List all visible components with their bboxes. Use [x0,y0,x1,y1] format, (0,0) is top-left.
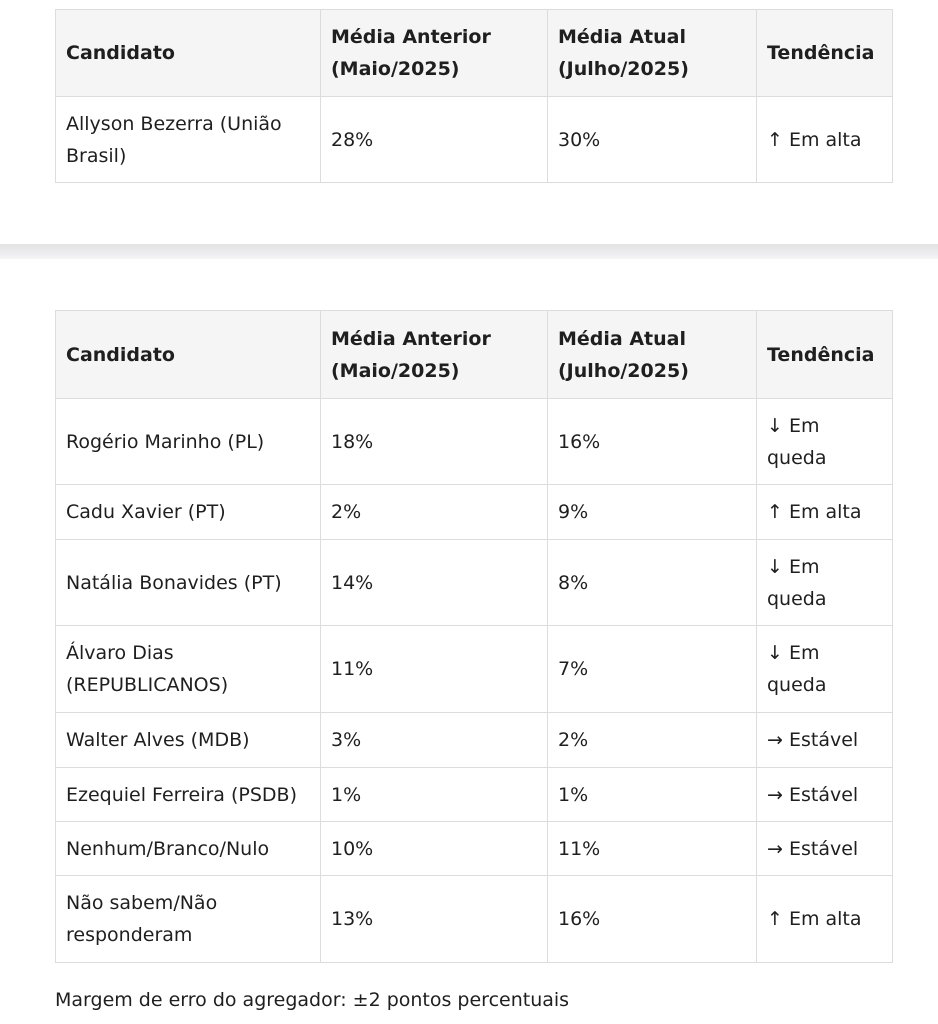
header-current-average: Média Atual (Julho/2025) [548,10,757,97]
header-candidate: Candidato [56,311,321,399]
table-header-row [56,10,893,97]
header-current-average: Média Atual (Julho/2025) [548,311,757,399]
header-previous-average: Média Anterior (Maio/2025) [321,10,548,97]
cell-candidate: Não sabem/Não responderam [56,876,321,963]
margin-of-error-note: Margem de erro do agregador: ±2 pontos percentuais [55,989,570,1011]
cell-previous-average: 3% [321,713,548,768]
header-trend: Tendência [757,10,893,97]
poll-table-top [55,9,893,183]
cell-candidate: Walter Alves (MDB) [56,713,321,768]
cell-candidate: Cadu Xavier (PT) [56,485,321,540]
cell-previous-average: 2% [321,485,548,540]
header-previous-average: Média Anterior (Maio/2025) [321,311,548,399]
cell-current-average: 1% [548,768,757,822]
header-trend: Tendência [757,311,893,399]
cell-previous-average: 11% [321,626,548,713]
cell-previous-average: 10% [321,822,548,876]
table-row [56,876,893,963]
cell-current-average: 2% [548,713,757,768]
table-row [56,822,893,876]
cell-previous-average: 1% [321,768,548,822]
cell-previous-average: 18% [321,399,548,485]
cell-trend: ↑ Em alta [757,97,893,183]
header-candidate: Candidato [56,10,321,97]
cell-previous-average: 28% [321,97,548,183]
cell-candidate: Allyson Bezerra (União Brasil) [56,97,321,183]
cell-previous-average: 14% [321,540,548,626]
table-row [56,485,893,540]
poll-table-main [55,310,893,963]
cell-trend: → Estável [757,713,893,768]
table-row [56,713,893,768]
table-row [56,97,893,183]
cell-trend: ↓ Em queda [757,399,893,485]
table-row [56,768,893,822]
cell-candidate: Natália Bonavides (PT) [56,540,321,626]
cell-trend: ↓ Em queda [757,540,893,626]
cell-current-average: 16% [548,399,757,485]
cell-previous-average: 13% [321,876,548,963]
cell-current-average: 8% [548,540,757,626]
cell-trend: ↑ Em alta [757,876,893,963]
cell-current-average: 9% [548,485,757,540]
table-row [56,399,893,485]
cell-candidate: Rogério Marinho (PL) [56,399,321,485]
cell-current-average: 16% [548,876,757,963]
cell-trend: → Estável [757,768,893,822]
cell-trend: ↑ Em alta [757,485,893,540]
cell-current-average: 7% [548,626,757,713]
cell-trend: ↓ Em queda [757,626,893,713]
cell-candidate: Ezequiel Ferreira (PSDB) [56,768,321,822]
table-row [56,540,893,626]
cell-current-average: 11% [548,822,757,876]
cell-current-average: 30% [548,97,757,183]
table-header-row [56,311,893,399]
table-row [56,626,893,713]
cell-candidate: Nenhum/Branco/Nulo [56,822,321,876]
cell-trend: → Estável [757,822,893,876]
cell-candidate: Álvaro Dias (REPUBLICANOS) [56,626,321,713]
section-divider [0,244,938,259]
